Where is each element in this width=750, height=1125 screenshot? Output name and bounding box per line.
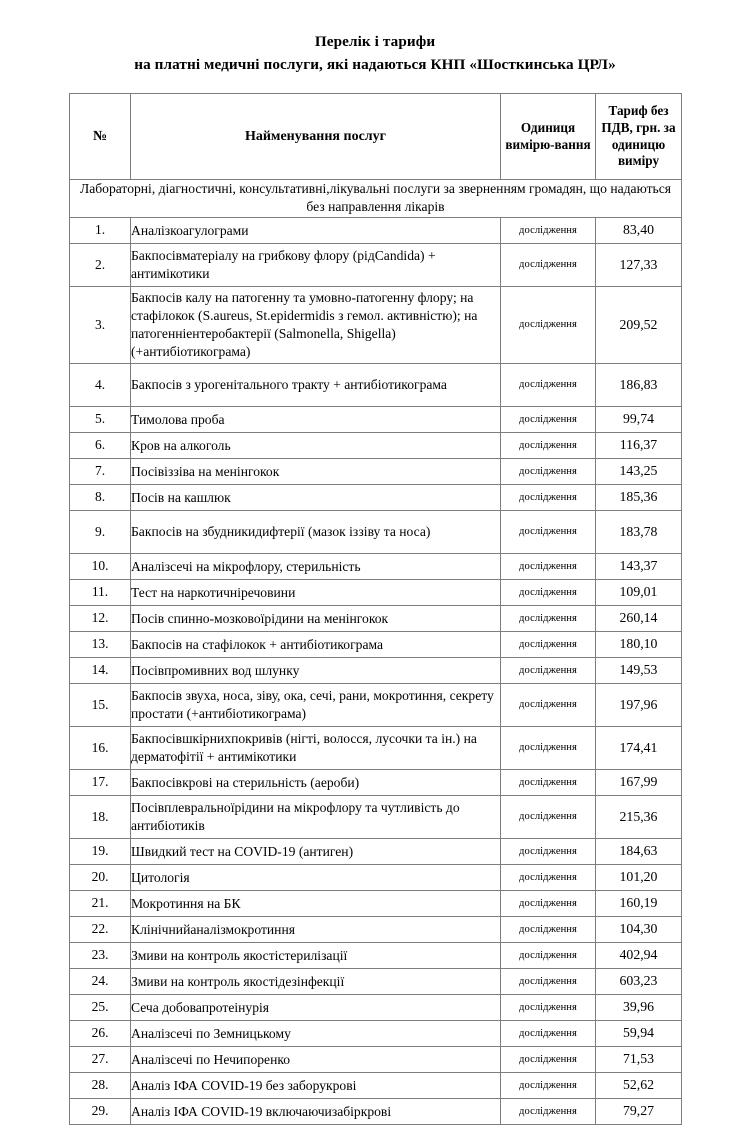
cell-unit: дослідження [501, 942, 596, 968]
table-row [70, 683, 682, 726]
cell-price: 83,40 [596, 217, 682, 243]
cell-price: 167,99 [596, 769, 682, 795]
cell-unit: дослідження [501, 217, 596, 243]
cell-unit: дослідження [501, 243, 596, 286]
cell-price: 104,30 [596, 916, 682, 942]
cell-unit: дослідження [501, 769, 596, 795]
table-body [70, 180, 682, 1125]
cell-price: 185,36 [596, 484, 682, 510]
table-row [70, 406, 682, 432]
page-title [0, 0, 750, 76]
cell-service-name: Клінічнийаналізмокротиння [131, 916, 501, 942]
cell-unit: дослідження [501, 890, 596, 916]
table-row [70, 553, 682, 579]
cell-service-name: Тимолова проба [131, 406, 501, 432]
cell-unit: дослідження [501, 484, 596, 510]
cell-price: 209,52 [596, 286, 682, 363]
cell-unit: дослідження [501, 657, 596, 683]
cell-row-number: 4. [70, 363, 131, 406]
cell-unit: дослідження [501, 683, 596, 726]
cell-row-number: 17. [70, 769, 131, 795]
cell-service-name: Бакпосівшкірнихпокривів (нігті, волосся, лусочки та ін.) на дерматофітії + антимікотики [131, 726, 501, 769]
cell-row-number: 12. [70, 605, 131, 631]
cell-price: 149,53 [596, 657, 682, 683]
table-row [70, 363, 682, 406]
cell-unit: дослідження [501, 286, 596, 363]
table-row [70, 484, 682, 510]
table-row [70, 726, 682, 769]
price-table-container [69, 76, 681, 1125]
cell-service-name: Змиви на контроль якостістерилізації [131, 942, 501, 968]
cell-service-name: Цитологія [131, 864, 501, 890]
cell-unit: дослідження [501, 458, 596, 484]
cell-unit: дослідження [501, 726, 596, 769]
cell-price: 260,14 [596, 605, 682, 631]
cell-service-name: Сеча добовапротеінурія [131, 994, 501, 1020]
cell-service-name: Аналіз ІФА COVID-19 без заборукрові [131, 1072, 501, 1098]
cell-unit: дослідження [501, 994, 596, 1020]
cell-unit: дослідження [501, 605, 596, 631]
cell-service-name: Бакпосівматеріалу на грибкову флору (рідCandida) + антимікотики [131, 243, 501, 286]
cell-row-number: 15. [70, 683, 131, 726]
cell-price: 71,53 [596, 1046, 682, 1072]
column-header-unit: Одиниця вимірю-вання [501, 94, 596, 180]
cell-unit: дослідження [501, 864, 596, 890]
cell-price: 59,94 [596, 1020, 682, 1046]
cell-row-number: 20. [70, 864, 131, 890]
cell-row-number: 3. [70, 286, 131, 363]
table-row [70, 994, 682, 1020]
cell-row-number: 5. [70, 406, 131, 432]
cell-service-name: Посівпромивних вод шлунку [131, 657, 501, 683]
cell-unit: дослідження [501, 795, 596, 838]
cell-price: 180,10 [596, 631, 682, 657]
cell-row-number: 24. [70, 968, 131, 994]
cell-price: 183,78 [596, 510, 682, 553]
cell-row-number: 10. [70, 553, 131, 579]
cell-row-number: 22. [70, 916, 131, 942]
column-header-price: Тариф без ПДВ, грн. за одиницю виміру [596, 94, 682, 180]
cell-price: 174,41 [596, 726, 682, 769]
cell-row-number: 28. [70, 1072, 131, 1098]
cell-service-name: Посівплевральноїрідини на мікрофлору та чутливість до антибіотиків [131, 795, 501, 838]
cell-price: 143,25 [596, 458, 682, 484]
cell-price: 127,33 [596, 243, 682, 286]
cell-row-number: 9. [70, 510, 131, 553]
price-table [69, 93, 682, 1125]
cell-service-name: Кров на алкоголь [131, 432, 501, 458]
cell-row-number: 11. [70, 579, 131, 605]
cell-price: 116,37 [596, 432, 682, 458]
cell-service-name: Аналізкоагулограми [131, 217, 501, 243]
table-header [70, 94, 682, 180]
cell-row-number: 25. [70, 994, 131, 1020]
cell-unit: дослідження [501, 1020, 596, 1046]
cell-row-number: 23. [70, 942, 131, 968]
cell-unit: дослідження [501, 1072, 596, 1098]
cell-row-number: 29. [70, 1098, 131, 1124]
table-row [70, 1098, 682, 1124]
cell-service-name: Бакпосів калу на патогенну та умовно-патогенну флору; на стафілокок (S.aureus, St.epidermidis з гемол. активністю); на патогенніентеробактерії (Salmonella, Shigella) (+антибіотикограма) [131, 286, 501, 363]
cell-row-number: 14. [70, 657, 131, 683]
table-row [70, 1046, 682, 1072]
cell-row-number: 27. [70, 1046, 131, 1072]
cell-service-name: Посівіззіва на менінгокок [131, 458, 501, 484]
cell-unit: дослідження [501, 510, 596, 553]
cell-price: 99,74 [596, 406, 682, 432]
cell-unit: дослідження [501, 579, 596, 605]
cell-unit: дослідження [501, 1046, 596, 1072]
table-row [70, 458, 682, 484]
title-line-1: Перелік і тарифи [314, 33, 436, 50]
table-row [70, 795, 682, 838]
cell-row-number: 26. [70, 1020, 131, 1046]
table-row [70, 243, 682, 286]
cell-price: 603,23 [596, 968, 682, 994]
cell-row-number: 13. [70, 631, 131, 657]
cell-price: 101,20 [596, 864, 682, 890]
cell-service-name: Змиви на контроль якостідезінфекції [131, 968, 501, 994]
cell-service-name: Бакпосів на збудникидифтерії (мазок іззіву та носа) [131, 510, 501, 553]
column-header-number: № [70, 94, 131, 180]
table-row [70, 942, 682, 968]
cell-row-number: 7. [70, 458, 131, 484]
table-row [70, 605, 682, 631]
table-row [70, 432, 682, 458]
cell-service-name: Аналізсечі по Нечипоренко [131, 1046, 501, 1072]
cell-price: 39,96 [596, 994, 682, 1020]
cell-price: 79,27 [596, 1098, 682, 1124]
cell-row-number: 2. [70, 243, 131, 286]
cell-unit: дослідження [501, 968, 596, 994]
cell-service-name: Бакпосів на стафілокок + антибіотикограма [131, 631, 501, 657]
table-row [70, 838, 682, 864]
table-header-row [70, 94, 682, 180]
cell-price: 197,96 [596, 683, 682, 726]
section-header-text: Лабораторні, діагностичні, консультативні,лікувальні послуги за зверненням громадян, що надаються без направлення лікарів [70, 180, 682, 218]
cell-row-number: 16. [70, 726, 131, 769]
cell-row-number: 6. [70, 432, 131, 458]
table-row [70, 510, 682, 553]
cell-service-name: Швидкий тест на COVID-19 (антиген) [131, 838, 501, 864]
cell-unit: дослідження [501, 1098, 596, 1124]
cell-unit: дослідження [501, 838, 596, 864]
table-row [70, 631, 682, 657]
cell-unit: дослідження [501, 553, 596, 579]
cell-price: 402,94 [596, 942, 682, 968]
cell-price: 186,83 [596, 363, 682, 406]
table-row [70, 1020, 682, 1046]
cell-row-number: 8. [70, 484, 131, 510]
column-header-service-name: Найменування послуг [131, 94, 501, 180]
cell-price: 160,19 [596, 890, 682, 916]
cell-service-name: Посів на кашлюк [131, 484, 501, 510]
cell-price: 215,36 [596, 795, 682, 838]
cell-service-name: Посів спинно-мозковоїрідини на менінгокок [131, 605, 501, 631]
cell-service-name: Бакпосів з урогенітального тракту + антибіотикограма [131, 363, 501, 406]
table-row [70, 916, 682, 942]
cell-service-name: Аналіз ІФА COVID-19 включаючизабіркрові [131, 1098, 501, 1124]
cell-price: 184,63 [596, 838, 682, 864]
cell-row-number: 18. [70, 795, 131, 838]
table-row [70, 864, 682, 890]
cell-unit: дослідження [501, 916, 596, 942]
table-row [70, 890, 682, 916]
cell-service-name: Тест на наркотичніречовини [131, 579, 501, 605]
cell-price: 143,37 [596, 553, 682, 579]
table-row [70, 286, 682, 363]
cell-row-number: 1. [70, 217, 131, 243]
cell-service-name: Мокротиння на БК [131, 890, 501, 916]
table-row [70, 579, 682, 605]
table-row [70, 968, 682, 994]
cell-unit: дослідження [501, 363, 596, 406]
section-header-row [70, 180, 682, 218]
title-line-2: на платні медичні послуги, які надаються КНП «Шосткинська ЦРЛ» [134, 55, 616, 73]
table-row [70, 657, 682, 683]
cell-row-number: 19. [70, 838, 131, 864]
cell-service-name: Бакпосів звуха, носа, зіву, ока, сечі, рани, мокротиння, секрету простати (+антибіотикограма) [131, 683, 501, 726]
cell-row-number: 21. [70, 890, 131, 916]
cell-service-name: Аналізсечі по Земницькому [131, 1020, 501, 1046]
cell-unit: дослідження [501, 406, 596, 432]
cell-unit: дослідження [501, 432, 596, 458]
table-row [70, 1072, 682, 1098]
cell-service-name: Аналізсечі на мікрофлору, стерильність [131, 553, 501, 579]
table-row [70, 217, 682, 243]
cell-price: 109,01 [596, 579, 682, 605]
cell-service-name: Бакпосівкрові на стерильність (аероби) [131, 769, 501, 795]
cell-price: 52,62 [596, 1072, 682, 1098]
table-row [70, 769, 682, 795]
cell-unit: дослідження [501, 631, 596, 657]
